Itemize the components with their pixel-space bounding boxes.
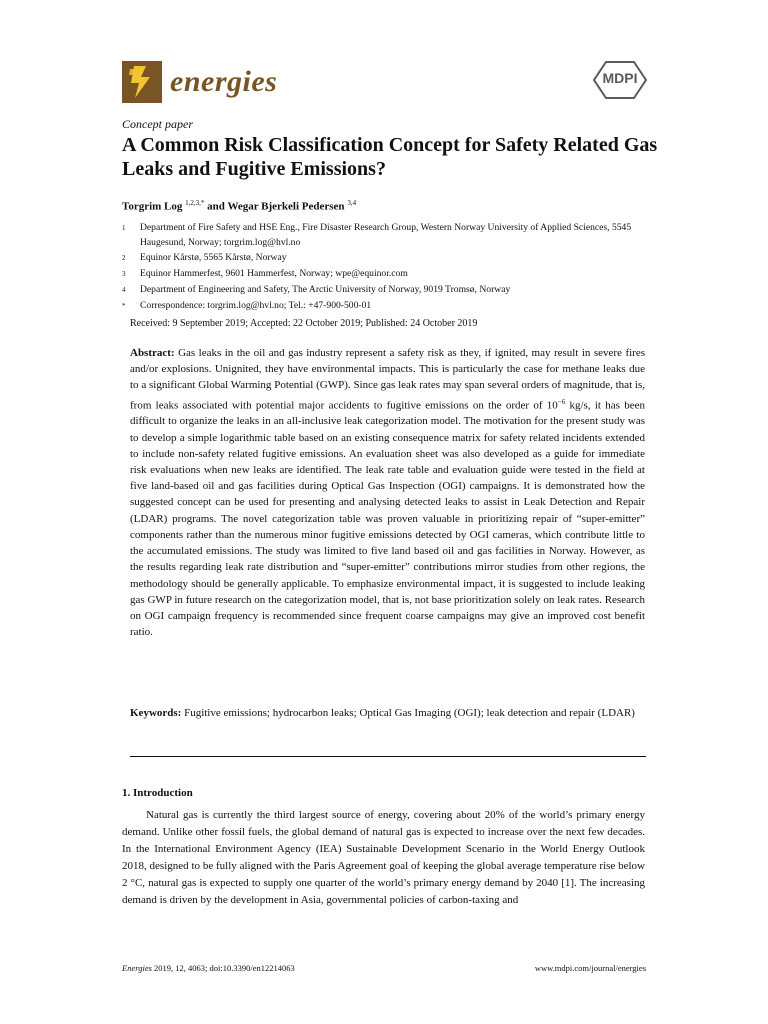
affiliation-item: [122, 282, 647, 298]
correspondence-text: Correspondence: torgrim.log@hvl.no; Tel.: +47-900-500-01: [140, 300, 372, 311]
lightning-bolt-icon: [122, 61, 162, 103]
abstract-text-continued: kg/s, it has been difficult to organize the leaks in an all-inclusive leak categorization model. The motivation for the present study was to develop a simple logarithmic table based on an existing consequence matrix for safety related incidents extended to include non-safety related fugitive emissions. An evaluation sheet was also developed as a guide for immediate risk evaluations when new leaks are identified. The leak rate table and evaluation guide were tested in the field at five land-based oil and gas facilities during Optical Gas Inspection (OGI) campaigns. It is demonstrated how the suggested concept can be used for presenting and analysing detected leaks to assist in Leak Detection and Repair (LDAR) programs. The novel categorization table was proven valuable in prioritizing repair of “super-emitter” components rather than the numerous minor fugitive emissions detected by OGI cameras, which contribute little to the accumulated emissions. The study was limited to five land based oil and gas facilities in Norway. However, as the results regarding leak rate distribution and “super-emitter” contributions mirror studies from other regions, the methodology should be generally applicable. To emphasize environmental impact, it is suggested to include leaking gas GWP in future research on the categorization model, that is, not base prioritization solely on leak rates. Research on OGI campaign frequency is recommended since frequent coarse campaigns may give an improved cost benefit ratio.: [130, 399, 645, 639]
affiliation-text: Department of Fire Safety and HSE Eng., Fire Disaster Research Group, Western Norway University of Applied Sciences, 5545 Haugesund, Norway; torgrim.log@hvl.no: [140, 222, 632, 248]
publisher-logo[interactable]: [592, 60, 648, 100]
affiliation-number: 3: [122, 270, 126, 278]
author-name[interactable]: Torgrim Log: [122, 200, 183, 213]
correspondence-mark: *: [122, 302, 126, 310]
abstract-label: Abstract:: [130, 347, 175, 359]
affiliation-number: 1: [122, 224, 126, 232]
keywords-label: Keywords:: [130, 707, 182, 719]
keywords: [130, 705, 645, 721]
footer-journal: Energies: [122, 963, 152, 973]
section-divider: [130, 756, 646, 757]
affiliation-number: 2: [122, 254, 126, 262]
affiliation-item: [122, 266, 647, 282]
affiliation-item: [122, 250, 647, 266]
abstract-text: Gas leaks in the oil and gas industry represent a safety risk as they, if ignited, may result in severe fires and/or explosions. Unignited, they have environmental impacts. This is particularly the case for methane leaks due to a significant Global Warming Potential (GWP). Since gas leak rates may span several orders of magnitude, that is, from leaks associated with potential major accidents to fugitive emissions on the order of 10: [130, 347, 645, 412]
footer-citation: [122, 963, 295, 973]
author-affiliation-marks: 3,4: [347, 199, 357, 207]
article-title: A Common Risk Classification Concept for Safety Related Gas Leaks and Fugitive Emissions?: [122, 134, 658, 180]
journal-logo[interactable]: [122, 61, 277, 103]
affiliation-list: [122, 220, 647, 314]
affiliation-text: Equinor Hammerfest, 9601 Hammerfest, Norway; wpe@equinor.com: [140, 268, 408, 279]
author-connector: and: [207, 200, 228, 213]
footer-citation-text: 2019, 12, 4063; doi:10.3390/en12214063: [151, 963, 295, 973]
affiliation-number: 4: [122, 286, 126, 294]
section-heading: 1. Introduction: [122, 787, 193, 799]
author-affiliation-marks: 1,2,3,*: [185, 199, 205, 207]
footer-url[interactable]: www.mdpi.com/journal/energies: [534, 963, 646, 973]
affiliation-item: [122, 220, 647, 250]
abstract-exponent: −6: [557, 397, 566, 406]
correspondence-item: [122, 298, 647, 314]
abstract: [130, 345, 645, 640]
affiliation-text: Equinor Kårstø, 5565 Kårstø, Norway: [140, 252, 287, 263]
author-list: [122, 199, 356, 213]
publication-dates: Received: 9 September 2019; Accepted: 22 October 2019; Published: 24 October 2019: [130, 318, 478, 329]
affiliation-text: Department of Engineering and Safety, The Arctic University of Norway, 9019 Tromsø, Norway: [140, 284, 511, 295]
author-name[interactable]: Wegar Bjerkeli Pedersen: [227, 200, 345, 213]
keywords-text: Fugitive emissions; hydrocarbon leaks; Optical Gas Imaging (OGI); leak detection and repair (LDAR): [181, 707, 635, 719]
publisher-name: MDPI: [602, 70, 638, 86]
journal-name: energies: [170, 65, 278, 98]
intro-paragraph: Natural gas is currently the third largest source of energy, covering about 20% of the world’s primary energy demand. Unlike other fossil fuels, the global demand of natural gas is expected to increase over the next few decades. In the International Environment Agency (IEA) Sustainable Development Scenario in the World Energy Outlook 2018, designed to be fully aligned with the Paris Agreement goal of keeping the global average temperature rise below 2 °C, natural gas is expected to supply one quarter of the world’s primary energy demand by 2040 [1]. The increasing demand is driven by the development in Asia, governmental policies of carbon-taxing and: [122, 809, 645, 906]
article-type: Concept paper: [122, 117, 193, 131]
